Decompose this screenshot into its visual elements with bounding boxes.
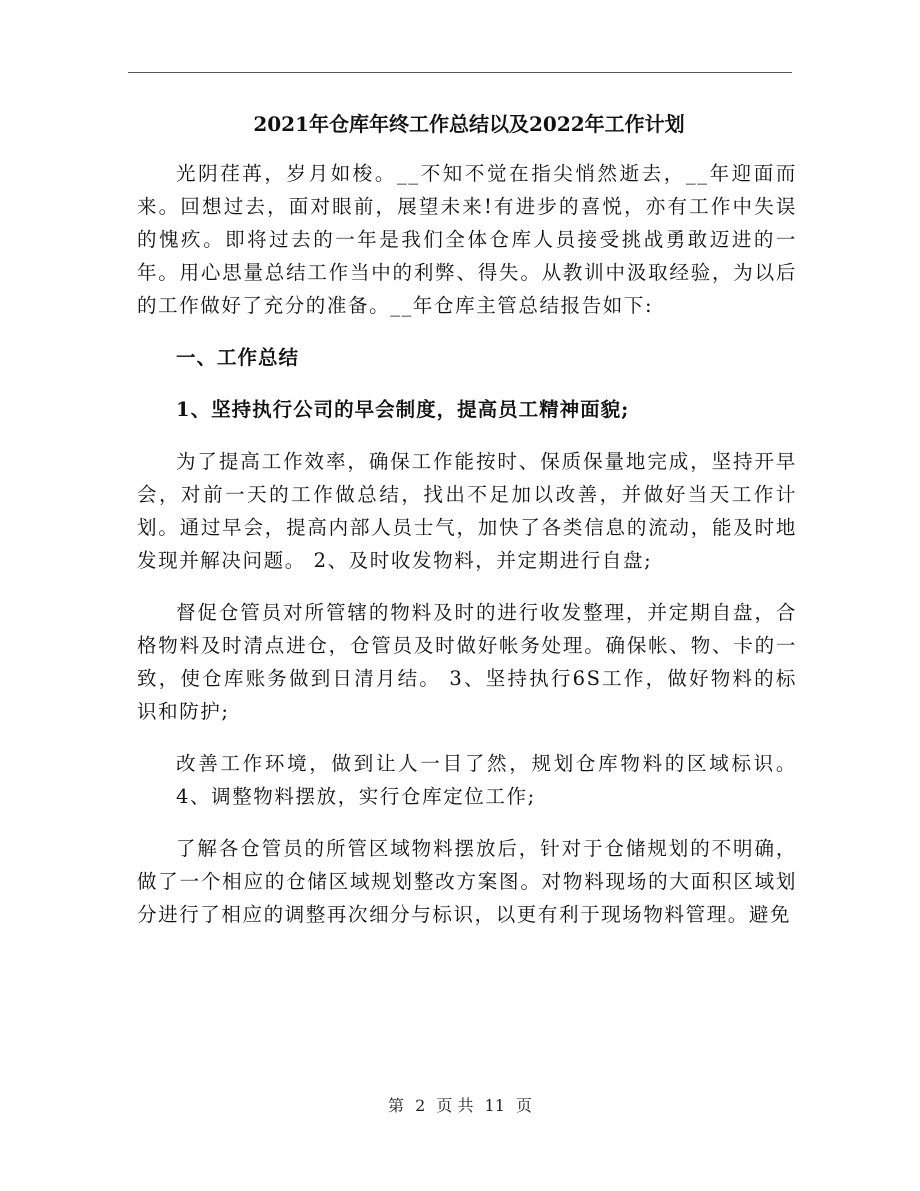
header-rule [128,72,792,73]
document-title: 2021年仓库年终工作总结以及2022年工作计划 [253,112,685,136]
page-footer [0,1096,920,1116]
intro-paragraph: 光阴荏苒，岁月如梭。__不知不觉在指尖悄然逝去，__年迎面而来。回想过去，面对眼前，展望未来!有进步的喜悦，亦有工作中失误的愧疚。即将过去的一年是我们全体仓库人员接受挑战勇敢迈进的一年。用心思量总结工作当中的利弊、得失。从教训中汲取经验，为以后的工作做好了充分的准备。__年仓库主管总结报告如下: [137,162,797,317]
section-heading-work-summary: 一、工作总结 [176,346,300,369]
footer-page-middle: 页 共 [436,1096,474,1115]
footer-page-prefix: 第 [387,1096,404,1115]
subsection-heading-morning-meeting: 1、坚持执行公司的早会制度，提高员工精神面貌; [176,398,630,421]
footer-total-pages: 11 [484,1096,505,1115]
paragraph-work-environment: 改善工作环境，做到让人一目了然，规划仓库物料的区域标识。 4、调整物料摆放，实行仓库定位工作; [176,752,797,808]
paragraph-morning-meeting: 为了提高工作效率，确保工作能按时、保质保量地完成，坚持开早会，对前一天的工作做总结，找出不足加以改善，并做好当天工作计划。通过早会，提高内部人员士气，加快了各类信息的流动，能及时地发现并解决问题。 2、及时收发物料，并定期进行自盘; [137,450,797,572]
footer-page-number: 2 [415,1096,426,1115]
footer-page-suffix: 页 [516,1096,533,1115]
paragraph-material-handling: 督促仓管员对所管辖的物料及时的进行收发整理，并定期自盘，合格物料及时清点进仓，仓管员及时做好帐务处理。确保帐、物、卡的一致，使仓库账务做到日清月结。 3、坚持执行6S工作，做好物料的标识和防护; [137,601,797,723]
paragraph-storage-planning: 了解各仓管员的所管区域物料摆放后，针对于仓储规划的不明确，做了一个相应的仓储区域规划整改方案图。对物料现场的大面积区域划分进行了相应的调整再次细分与标识，以更有利于现场物料管理。避免 [137,837,797,926]
document-body [137,100,797,950]
